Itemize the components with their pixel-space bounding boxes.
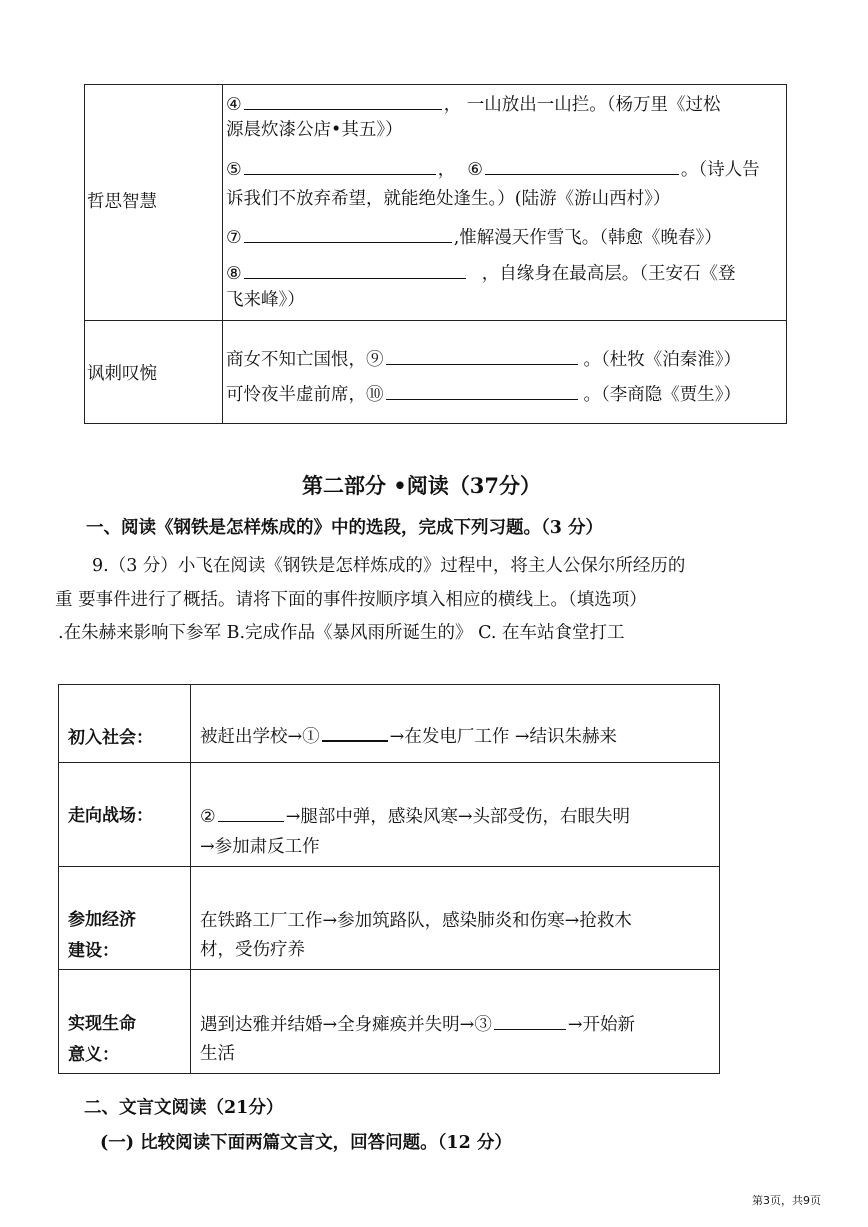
answer-blank-3[interactable] xyxy=(494,1013,566,1030)
section-heading: 一、阅读《钢铁是怎样炼成的》中的选段，完成下列习题。（3 分） xyxy=(86,518,604,538)
poem-line-5-6-cont: 诉我们不放弃希望，就能绝处逢生。）(陆游《游山西村》） xyxy=(226,189,671,209)
answer-blank-5[interactable] xyxy=(244,158,436,175)
poem-line-4-cont: 源晨炊漆公店•其五》） xyxy=(226,120,403,140)
table-divider xyxy=(58,762,720,763)
poem-line-7: ⑦ ,惟解漫天作雪飞。（韩愈《晚春》） xyxy=(226,228,722,248)
row-label-battlefield: 走向战场： xyxy=(68,806,153,826)
event-cell: ② →腿部中弹，感染风寒→头部受伤，右眼失明 xyxy=(200,807,631,827)
row-label-meaning-cont: 意义： xyxy=(68,1045,119,1065)
poem-line-10: 可怜夜半虚前席，⑩ 。（李商隐《贾生》） xyxy=(226,385,741,405)
poem-line-8: ⑧ ，自缘身在最高层。（王安石《登 xyxy=(226,264,736,284)
section-heading: 二、文言文阅读（21分） xyxy=(84,1098,284,1118)
answer-blank-9[interactable] xyxy=(386,348,578,365)
row-label-satire: 讽刺叹惋 xyxy=(87,364,157,384)
table-divider xyxy=(190,684,191,1074)
table-divider xyxy=(58,969,720,970)
row-label-philosophy: 哲思智慧 xyxy=(87,192,157,212)
poem-line-4: ④ ， 一山放出一山拦。（杨万里《过松 xyxy=(226,95,721,115)
answer-blank-7[interactable] xyxy=(244,226,452,243)
table-divider xyxy=(84,320,787,321)
poem-fill-table xyxy=(84,84,787,424)
poem-line-5-6: ⑤ ， ⑥ 。（诗人告 xyxy=(226,160,760,180)
answer-blank-4[interactable] xyxy=(244,93,442,110)
poem-line-8-cont: 飞来峰》） xyxy=(226,290,305,310)
event-cell: 在铁路工厂工作→参加筑路队，感染肺炎和伤寒→抢救木 xyxy=(200,911,632,931)
answer-blank-10[interactable] xyxy=(386,383,578,400)
question-text: 9.（3 分）小飞在阅读《钢铁是怎样炼成的》过程中，将主人公保尔所经历的 xyxy=(92,556,686,576)
question-options: .在朱赫来影响下参军 B.完成作品《暴风雨所诞生的》 C. 在车站食堂打工 xyxy=(58,623,625,643)
event-cell-cont: →参加肃反工作 xyxy=(200,837,320,857)
poem-line-9: 商女不知亡国恨，⑨ 。（杜牧《泊秦淮》） xyxy=(226,350,741,370)
event-cell: 遇到达雅并结婚→全身瘫痪并失明→③ →开始新 xyxy=(200,1015,635,1035)
page-number: 第3页，共9页 xyxy=(752,1194,821,1207)
table-divider xyxy=(58,866,720,867)
answer-blank-1[interactable] xyxy=(322,724,388,742)
row-label-economy: 参加经济 xyxy=(68,910,136,930)
subsection-heading: (一) 比较阅读下面两篇文言文，回答问题。（12 分） xyxy=(100,1133,512,1153)
table-divider xyxy=(222,84,223,424)
event-cell: 被赶出学校→① →在发电厂工作 →结识朱赫来 xyxy=(200,722,617,752)
row-label-meaning: 实现生命 xyxy=(68,1014,136,1034)
row-label-economy-cont: 建设： xyxy=(68,941,119,961)
part-title: 第二部分 •阅读（37分） xyxy=(302,473,541,498)
event-cell-cont: 生活 xyxy=(200,1044,235,1064)
answer-blank-2[interactable] xyxy=(218,805,284,822)
answer-blank-6[interactable] xyxy=(485,158,679,175)
event-cell-cont: 材，受伤疗养 xyxy=(200,940,305,960)
question-text: 重 要事件进行了概括。请将下面的事件按顺序填入相应的横线上。（填选项） xyxy=(55,590,647,610)
answer-blank-8[interactable] xyxy=(244,262,466,279)
row-label-start-society: 初入社会： xyxy=(68,728,153,748)
